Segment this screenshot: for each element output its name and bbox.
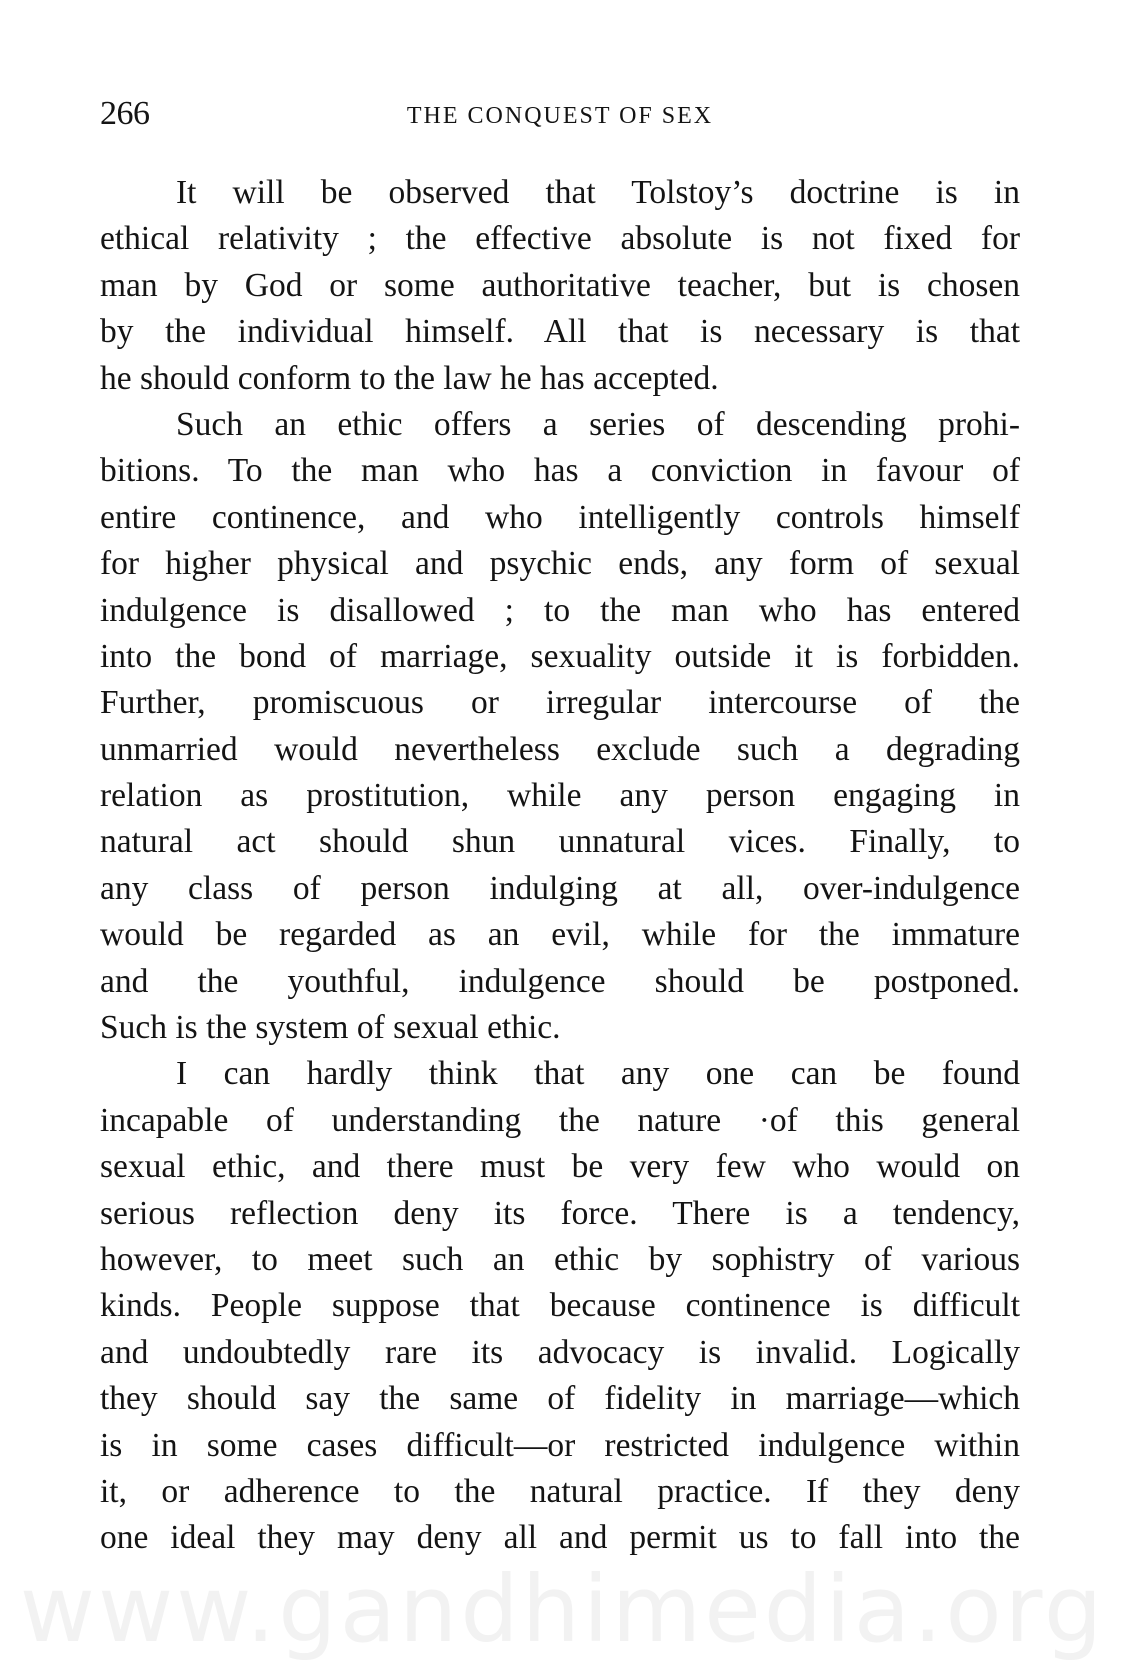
running-title: THE CONQUEST OF SEX <box>406 103 714 129</box>
text-line: they should say the same of fidelity in marriage—which <box>100 1380 1020 1418</box>
text-line: Further, promiscuous or irregular intercourse of the <box>100 684 1020 722</box>
page-number: 266 <box>100 95 150 132</box>
text-line: unmarried would nevertheless exclude such a degrading <box>100 730 1020 768</box>
text-line: would be regarded as an evil, while for the immature <box>100 916 1020 954</box>
text-line: into the bond of marriage, sexuality outside it is forbidden. <box>100 637 1020 675</box>
text-line: entire continence, and who intelligently controls himself <box>100 498 1020 536</box>
text-line: for higher physical and psychic ends, any form of sexual <box>100 545 1020 583</box>
text-line: natural act should shun unnatural vices. Finally, to <box>100 823 1020 861</box>
text-line: I can hardly think that any one can be found <box>176 1055 1020 1093</box>
text-line: man by God or some authoritative teacher, but is chosen <box>100 266 1020 304</box>
text-line: relation as prostitution, while any person engaging in <box>100 777 1020 815</box>
text-line: any class of person indulging at all, over-indulgence <box>100 869 1020 907</box>
text-line: he should conform to the law he has accepted. <box>100 359 719 397</box>
text-line: incapable of understanding the nature ·of this general <box>100 1101 1020 1139</box>
text-line: ethical relativity ; the effective absolute is not fixed for <box>100 220 1020 258</box>
watermark-text: www.gandhimedia.org <box>19 1556 1106 1663</box>
text-line: and undoubtedly rare its advocacy is invalid. Logically <box>100 1333 1020 1371</box>
text-line: Such an ethic offers a series of descending prohi- <box>176 405 1020 443</box>
text-line: and the youthful, indulgence should be postponed. <box>100 962 1020 1000</box>
text-line: indulgence is disallowed ; to the man who has entered <box>100 591 1020 629</box>
text-line: is in some cases difficult—or restricted indulgence within <box>100 1426 1020 1464</box>
text-line: sexual ethic, and there must be very few who would on <box>100 1148 1020 1186</box>
text-line: serious reflection deny its force. There is a tendency, <box>100 1194 1020 1232</box>
text-line: it, or adherence to the natural practice. If they deny <box>100 1472 1020 1510</box>
body-text <box>100 170 1020 1562</box>
page-header <box>100 92 1020 136</box>
text-line: however, to meet such an ethic by sophistry of various <box>100 1240 1020 1278</box>
text-line: bitions. To the man who has a conviction in favour of <box>100 452 1020 490</box>
text-line: by the individual himself. All that is necessary is that <box>100 313 1020 351</box>
text-line: kinds. People suppose that because continence is difficult <box>100 1287 1020 1325</box>
text-line: It will be observed that Tolstoy’s doctrine is in <box>176 174 1020 211</box>
text-line: one ideal they may deny all and permit us to fall into the <box>100 1519 1020 1557</box>
text-line: Such is the system of sexual ethic. <box>100 1009 561 1047</box>
